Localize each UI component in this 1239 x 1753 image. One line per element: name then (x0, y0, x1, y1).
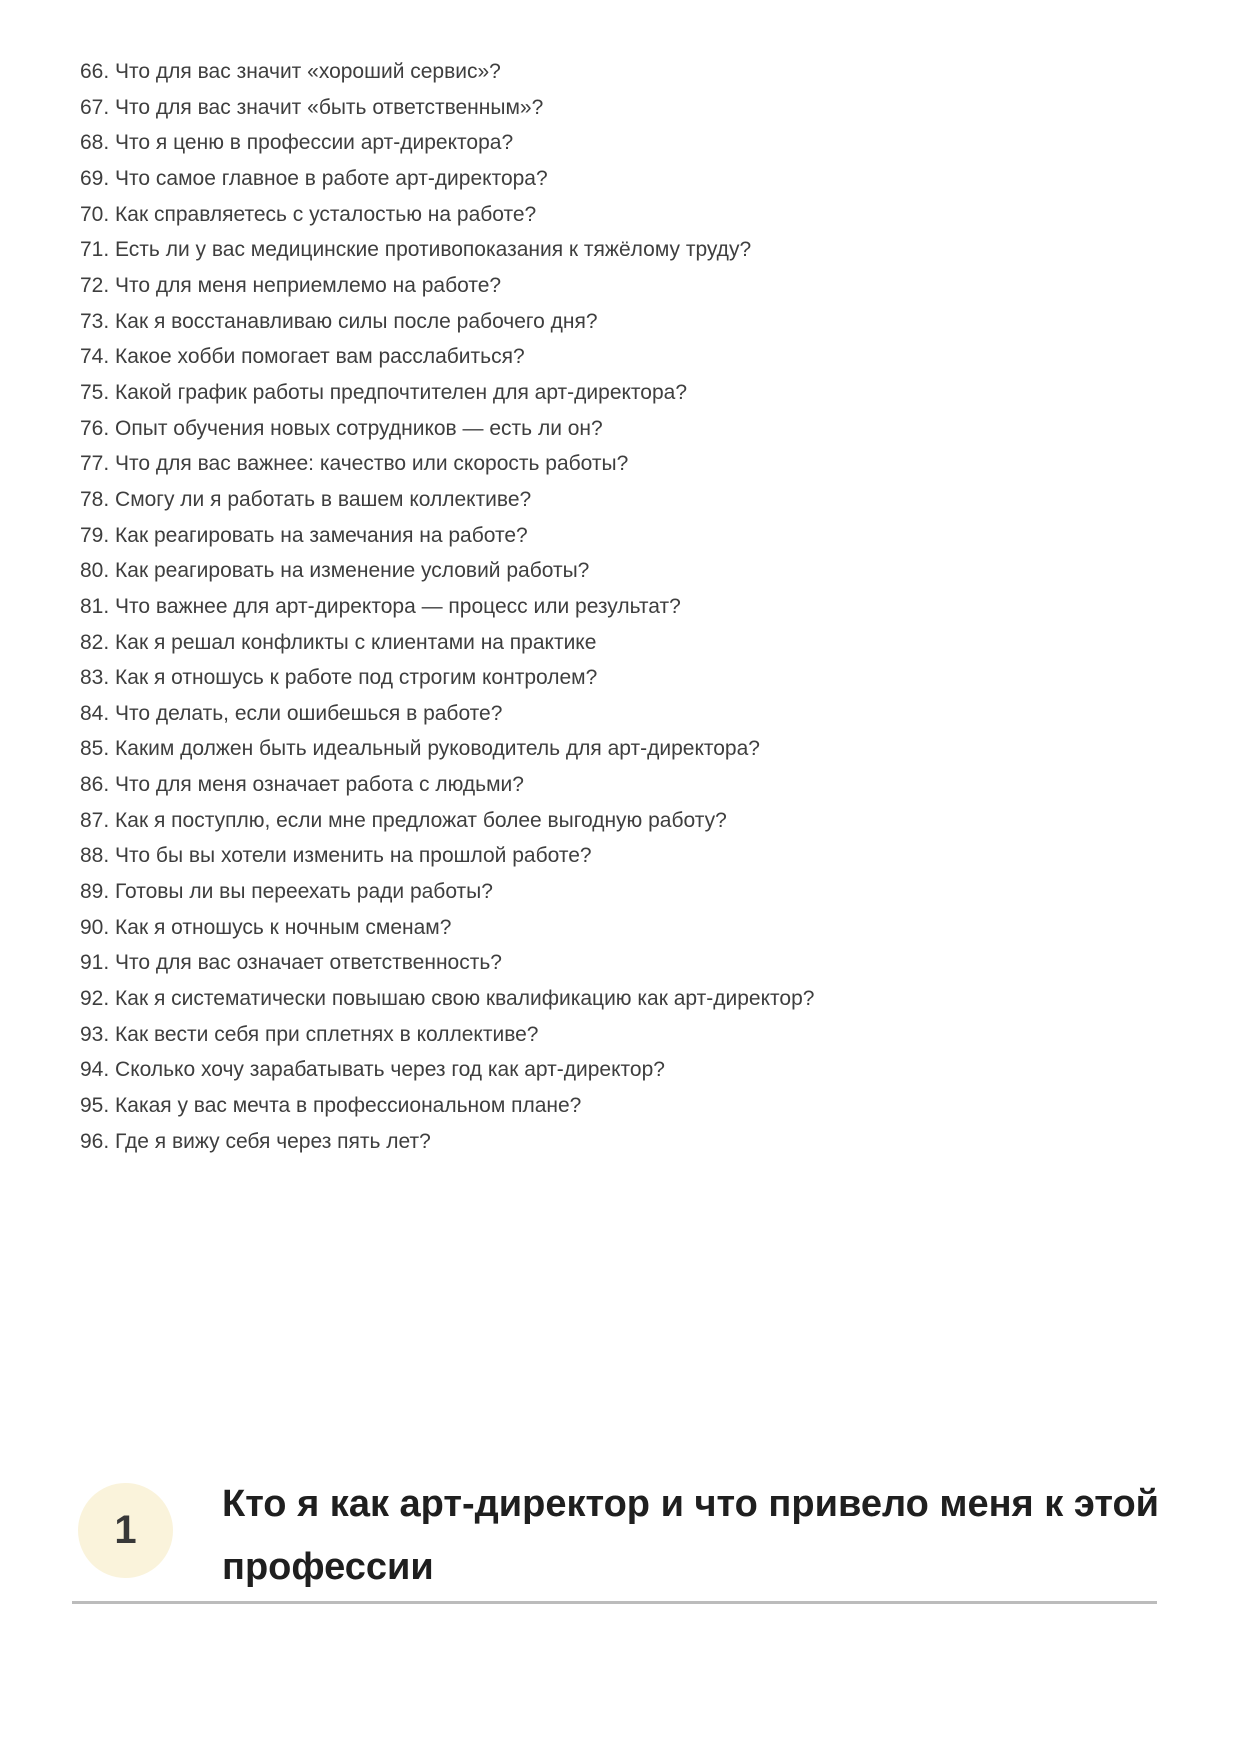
question-item: 81. Что важнее для арт-директора — процесс или результат? (80, 594, 681, 618)
question-item: 76. Опыт обучения новых сотрудников — есть ли он? (80, 416, 603, 440)
question-item: 77. Что для вас важнее: качество или скорость работы? (80, 452, 629, 476)
section-title (222, 1473, 1178, 1599)
question-item: 90. Как я отношусь к ночным сменам? (80, 915, 452, 939)
section-title-line: Кто я как арт-директор и что привело меня к этой (222, 1483, 1160, 1525)
question-item: 95. Какая у вас мечта в профессиональном плане? (80, 1094, 582, 1118)
question-item: 69. Что самое главное в работе арт-директора? (80, 166, 548, 190)
question-item: 79. Как реагировать на замечания на работе? (80, 523, 528, 547)
question-item: 80. Как реагировать на изменение условий работы? (80, 559, 590, 583)
question-item: 75. Какой график работы предпочтителен для арт-директора? (80, 380, 688, 404)
question-item: 72. Что для меня неприемлемо на работе? (80, 273, 502, 297)
section-title-line: профессии (222, 1546, 434, 1588)
section-divider (72, 1601, 1157, 1604)
question-item: 96. Где я вижу себя через пять лет? (80, 1129, 431, 1153)
question-item: 67. Что для вас значит «быть ответственным»? (80, 95, 544, 119)
question-item: 92. Как я систематически повышаю свою квалификацию как арт-директор? (80, 987, 815, 1011)
question-item: 73. Как я восстанавливаю силы после рабочего дня? (80, 309, 598, 333)
question-item: 91. Что для вас означает ответственность? (80, 951, 502, 975)
question-item: 83. Как я отношусь к работе под строгим контролем? (80, 666, 598, 690)
question-item: 66. Что для вас значит «хороший сервис»? (80, 60, 501, 83)
question-item: 68. Что я ценю в профессии арт-директора? (80, 131, 514, 155)
section-number-badge (78, 1483, 173, 1578)
question-item: 88. Что бы вы хотели изменить на прошлой работе? (80, 844, 592, 868)
question-item: 94. Сколько хочу зарабатывать через год как арт-директор? (80, 1058, 665, 1082)
question-item: 70. Как справляетесь с усталостью на работе? (80, 202, 537, 226)
question-item: 86. Что для меня означает работа с людьми? (80, 773, 524, 797)
question-item: 89. Готовы ли вы переехать ради работы? (80, 880, 493, 904)
question-item: 82. Как я решал конфликты с клиентами на практике (80, 630, 597, 654)
question-item: 93. Как вести себя при сплетнях в коллективе? (80, 1022, 539, 1046)
question-item: 87. Как я поступлю, если мне предложат более выгодную работу? (80, 808, 727, 832)
section-number: 1 (114, 1508, 137, 1552)
section-header (78, 1473, 1178, 1599)
question-item: 78. Смогу ли я работать в вашем коллективе? (80, 487, 532, 511)
question-list (80, 54, 1160, 1159)
question-item: 74. Какое хобби помогает вам расслабиться? (80, 345, 525, 369)
question-item: 85. Каким должен быть идеальный руководитель для арт-директора? (80, 737, 760, 761)
question-item: 84. Что делать, если ошибешься в работе? (80, 701, 503, 725)
question-item: 71. Есть ли у вас медицинские противопоказания к тяжёлому труду? (80, 238, 752, 262)
